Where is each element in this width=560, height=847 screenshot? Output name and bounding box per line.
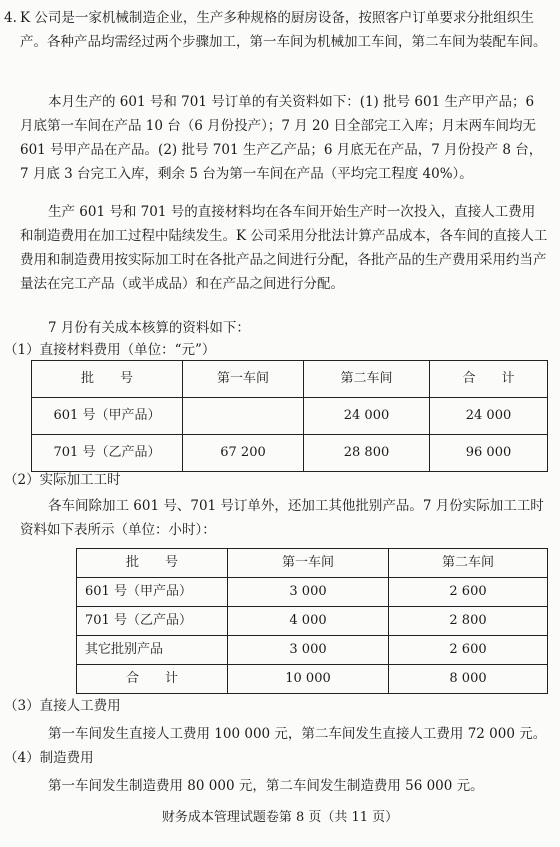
section3-text: 第一车间发生直接人工费用 100 000 元，第二车间发生直接人工费用 72 000 元。 <box>48 726 547 742</box>
table-cell: 701 号（乙产品） <box>77 607 228 636</box>
table-total-row <box>77 665 548 694</box>
working-hours-table <box>76 548 548 694</box>
table-cell: 2 600 <box>389 578 548 607</box>
table-cell: 28 800 <box>304 435 430 472</box>
table-row <box>77 607 548 636</box>
table-cell: 4 000 <box>228 607 389 636</box>
table-cell: 601 号（甲产品） <box>77 578 228 607</box>
section2-title: （2）实际加工工时 <box>4 472 121 488</box>
table-cell: 合 计 <box>77 665 228 694</box>
table-cell: 2 600 <box>389 636 548 665</box>
table-cell <box>183 398 304 435</box>
header-cell: 第二车间 <box>304 361 430 398</box>
costing-method: 生产 601 号和 701 号的直接材料均在各车间开始生产时一次投入，直接人工费用和制造费用在加工过程中陆续发生。K 公司采用分批法计算产品成本，各车间的直接人工费用和制造费用按实际加工时在各批产品之间进行分配，各批产品的生产费用采用约当产量法在完工产品（或半成品）和在产品之间进行分配。 <box>20 204 548 292</box>
table-cell: 3 000 <box>228 578 389 607</box>
table-cell: 其它批别产品 <box>77 636 228 665</box>
table-cell: 10 000 <box>228 665 389 694</box>
table-cell: 2 800 <box>389 607 548 636</box>
table-row <box>32 435 548 472</box>
order-description: 本月生产的 601 号和 701 号订单的有关资料如下：(1) 批号 601 生产甲产品；6 月底第一车间在产品 10 台（6 月份投产）；7 月 20 日全部完工入库；月末两车间均无 601 号甲产品在产品。(2) 批号 701 生产乙产品；6 月底无在产品，7 月份投产 8 台，7 月底 3 台完工入库，剩余 5 台为第一车间在产品（平均完工程度 40%）。 <box>20 94 543 182</box>
table-cell: 24 000 <box>430 398 548 435</box>
table-cell: 24 000 <box>304 398 430 435</box>
table-header-row <box>32 361 548 398</box>
table-row <box>77 636 548 665</box>
table-header-row <box>77 549 548 578</box>
header-cell: 合 计 <box>430 361 548 398</box>
table-cell: 96 000 <box>430 435 548 472</box>
page-footer: 财务成本管理试题卷第 8 页（共 11 页） <box>161 810 399 825</box>
table-row <box>32 398 548 435</box>
header-cell: 第二车间 <box>389 549 548 578</box>
section3-title: （3）直接人工费用 <box>4 698 121 714</box>
section4-text: 第一车间发生制造费用 80 000 元，第二车间发生制造费用 56 000 元。 <box>48 778 484 794</box>
header-cell: 批 号 <box>32 361 183 398</box>
header-cell: 第一车间 <box>183 361 304 398</box>
header-cell: 批 号 <box>77 549 228 578</box>
section2-description: 各车间除加工 601 号、701 号订单外，还加工其他批别产品。7 月份实际加工工时资料如下表所示（单位：小时）： <box>20 498 544 538</box>
table-row <box>77 578 548 607</box>
table-cell: 67 200 <box>183 435 304 472</box>
table-cell: 701 号（乙产品） <box>32 435 183 472</box>
problem-intro: K 公司是一家机械制造企业，生产多种规格的厨房设备，按照客户订单要求分批组织生产。各种产品均需经过两个步骤加工，第一车间为机械加工车间，第二车间为装配车间。 <box>20 10 547 50</box>
header-cell: 第一车间 <box>228 549 389 578</box>
problem-number: 4. <box>4 10 17 26</box>
table-cell: 3 000 <box>228 636 389 665</box>
section4-title: （4）制造费用 <box>4 750 94 766</box>
table-cell: 601 号（甲产品） <box>32 398 183 435</box>
table-cell: 8 000 <box>389 665 548 694</box>
july-data-intro: 7 月份有关成本核算的资料如下： <box>48 320 250 336</box>
direct-material-table <box>31 360 548 472</box>
section1-title: （1）直接材料费用（单位：“元”） <box>4 342 216 358</box>
